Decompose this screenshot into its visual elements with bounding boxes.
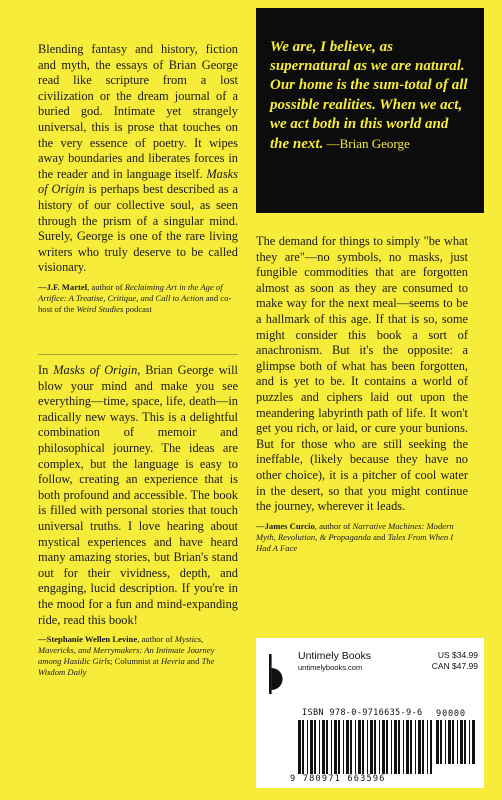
barcode-box <box>256 638 484 788</box>
review-martel <box>38 42 238 315</box>
isbn-label: ISBN 978-0-9716635-9-6 <box>302 708 423 718</box>
review-levine <box>38 363 238 678</box>
barcode-bars <box>298 720 432 776</box>
barcode-digits: 9 780971 663596 <box>290 774 386 784</box>
review-curcio <box>256 234 468 554</box>
publisher-name: Untimely Books <box>298 650 371 662</box>
review-martel-text: Blending fantasy and history, fiction and myth, the essays of Brian George read like scripture from a lost civilization or the dream journal of a buried god. Intimate yet strangely universal, this is prose that touches on the very essence of poetry. It wipes away boundaries and liberates forces in the reader and in language itself. Masks of Origin is perhaps best described as a history of our collective soul, as seen through the prism of a singular mind. Surely, George is one of the rare living writers who truly deserve to be called visionary. <box>38 42 238 275</box>
price-us: US $34.99 <box>437 650 478 660</box>
price-can: CAN $47.99 <box>431 661 478 671</box>
review-martel-attribution: —J.F. Martel, author of Reclaiming Art in the Age of Artifice: A Treatise, Critique, and Call to Action and co-host of the Weird Studies podcast <box>38 281 232 314</box>
review-curcio-attribution: —James Curcio, author of Narrative Machines: Modern Myth, Revolution, & Propaganda and Tales From When I Had A Face <box>256 520 454 553</box>
author-quote: We are, I believe, as supernatural as we are natural. Our home is the sum-total of all possible realities. When we act, we act both in this world and the next. —Brian George <box>270 39 468 153</box>
price-addon-digits: 90000 <box>436 709 466 719</box>
review-levine-text: In Masks of Origin, Brian George will blow your mind and make you see everything—time, space, life, death—in radically new ways. This is a delightful combination of memoir and philosophical journey. The ideas are complex, but the language is easy to follow, creating an experience that is both profound and accessible. The book is filled with personal stories that touch universal truths. I love hearing about mystical experiences and have heard many amazing stories, but Brian's stand out for their vividness, depth, and engaging, lucid description. If you're in the mood for a fun and mind-expanding ride, read this book! <box>38 363 238 627</box>
review-curcio-text: The demand for things to simply "be what they are"—no symbols, no masks, just fungible commodities that are forgotten almost as soon as they are consumed to make way for the next meal—seems to be a hallmark of this age. If that is so, some might consider this book a sort of anachronism. But it's the opposite: a glimpse both of what has been forgotten, and is yet to be. It contains a world of puzzles and ciphers laid out upon the meandering labyrinth path of life. It won't get you rich, or laid, or cure your bunions. But for those who are still seeking the ineffable, (likely because they have no other choice), it is a pitcher of cool water in the desert, so that you might continue the journey, wherever it leads. <box>256 234 468 514</box>
publisher-url: untimelybooks.com <box>298 663 363 672</box>
publisher-logo-icon <box>266 652 292 698</box>
divider <box>38 354 238 355</box>
review-levine-attribution: —Stephanie Wellen Levine, author of Mystics, Mavericks, and Merrymakers: An Intimate Journey among Hasidic Girls; Columnist at Hevria and The Wisdom Daily <box>38 634 215 678</box>
author-quote-box <box>256 8 484 213</box>
addon-bars <box>436 720 476 766</box>
